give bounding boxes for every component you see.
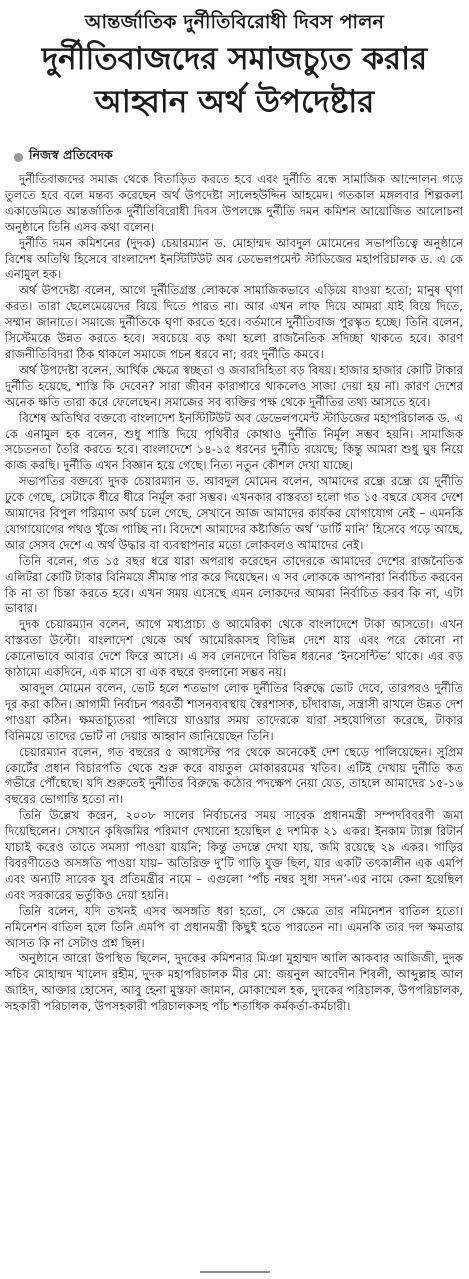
article-paragraph: সভাপতির বক্তব্যে দুদক চেয়ারম্যান ড. আবদুল মোমেন বলেন, আমাদের রন্ধ্রে রন্ধ্রে যে দুর্নীতি ঢুকে গেছে, সেটাকে ধীরে ধীরে নির্মূল করা সম্ভব। এখনকার বাস্তবতা হলো গত ১৫ বছরে যেসব দেশে আমাদের বিপুল পরিমাণ অর্থ চলে গেছে, সেখানে আজ আমাদের কার্যকর যোগাযোগ নেই – এমনকি যোগাযোগের পথও খুঁজে পাচ্ছি না। বিদেশে আমাদের কষ্টার্জিত অর্থ ‘ডার্টি মানি’ হিসেবে পড়ে আছে, আর সেসব দেশে এ অর্থ উদ্ধার বা ব্যবস্থাপনার মতো লোকবলও আমাদের নেই। xyxy=(5,474,463,552)
article-paragraph: অনুষ্ঠানে আরো উপস্থিত ছিলেন, দুদকের কমিশনার মিঞা মুহাম্মদ আলি আকবার আজিজী, দুদক সচিব মোহাম্মদ খালেদ রহীম, দুদক মহাপরিচালক মীর মো: জয়নুল আবেদীন শিবলী, আব্দুল্লাহ আল জাহিদ, আক্তার হোসেন, আবু হেনা মুস্তফা জামান, মোকাম্মেল হক, দুদকের পরিচালক, উপপরিচালক, সহকারী পরিচালক, উপসহকারী পরিচালকসহ পাঁচ শতাধিক কর্মকর্তা-কর্মচারী। xyxy=(5,951,463,1014)
article-paragraph: আবদুল মোমেন বলেন, ভোট হলে শতভাগ লোক দুর্নীতির বিরুদ্ধে ভোট দেবে, তারপরও দুর্নীতি দূর করা কঠিন। আগামী নির্বাচন পরবর্তী শাসনব্যবস্থায় স্বৈরশাসক, চাঁদাবাজ, সন্ত্রাসী রাখলে উন্নত দেশ পাওয়া কঠিন। ক্ষমতাচ্যুতরা পালিয়ে যাওয়ার সময় তাদেরকে যারা সহযোগিতা করেছে, টাকার বিনিময়ে তাদের ভোট না দেয়ার আহ্বান জানিয়েছেন তিনি। xyxy=(5,681,463,743)
article-paragraph: দুর্নীতি দমন কমিশনের (দুদক) চেয়ারম্যান ড. মোহাম্মদ আবদুল মোমেনের সভাপতিত্বে অনুষ্ঠানে বিশেষ অতিথি হিসেবে বাংলাদেশ ইনস্টিটিউট অব ডেভেলপমেন্ট স্টাডিজের মহাপরিচালক ড. এ কে এনামুল হক। xyxy=(5,235,463,282)
bullet-dot-icon xyxy=(14,153,23,162)
article-body xyxy=(5,172,463,1015)
article-paragraph: দুদক চেয়ারম্যান বলেন, আগে মধ্যপ্রাচ্য ও আমেরিকা থেকে বাংলাদেশে টাকা আসতো। এখন বাস্তবতা উল্টো। বাংলাদেশ থেকে অর্থ আমেরিকাসহ বিভিন্ন দেশে যায় এবং পরে কোনো না কোনোভাবে আবার দেশে ফিরে আসে। এ সব লেনদেনে বিভিন্ন ধরনের ‘ইনসেন্টিভ’ থাকে। এর বড় কাঠামো একদিনে, এক মাসে বা এক বছরে বদলানো সম্ভব নয়। xyxy=(5,617,463,680)
byline xyxy=(14,147,113,167)
headline-line-2: আহ্বান অর্থ উপদেষ্টার xyxy=(94,84,375,120)
headline-line-1: দুর্নীতিবাজদের সমাজচ্যুত করার xyxy=(41,41,428,77)
article-paragraph: অর্থ উপদেষ্টা বলেন, আগে দুর্নীতিগ্রস্ত লোককে সামাজিকভাবে এড়িয়ে যাওয়া হতো; মানুষ ঘৃণা করত। তারা ছেলেমেয়েদের বিয়ে দিতে পারত না। আর এখন লাফ দিয়ে আমরা যাই বিয়ে দিতে, সম্মান জানাতে। সমাজে দুর্নীতিকে ঘৃণা করতে হবে। বর্তমানে দুর্নীতিবাজ পুরস্কৃত হচ্ছে। তিনি বলেন, সিস্টেমকে উন্নত করতে হবে। সবচেয়ে বড় কথা হলো রাজনৈতিক সদিচ্ছা থাকতে হবে। কারণ রাজনীতিবিদরা ঠিক থাকলে সমাজে পচন ধরবে না; বরং দুর্নীতি কমবে। xyxy=(5,283,463,361)
article-paragraph: চেয়ারম্যান বলেন, গত বছরের ৫ আগস্টের পর থেকে অনেকেই দেশ ছেড়ে পালিয়েছেন। সুপ্রিম কোর্টের প্রধান বিচারপতি থেকে শুরু করে বায়তুল মোকাররমের খতিব। এটিই দেখায় দুর্নীতি কত গভীরে পৌঁছেছে। যদি শুরুতেই দুর্নীতির বিরুদ্ধে কঠোর পদক্ষেপ নেয়া যেত, তাহলে আমাদের ১৫-১৬ বছরের ভোগান্তি হতো না। xyxy=(5,744,463,807)
page-title xyxy=(0,38,469,124)
article-paragraph: তিনি বলেন, যদি তখনই এসব অসঙ্গতি ধরা হতো, সে ক্ষেত্রে তার নমিনেশন বাতিল হতো। নমিনেশন বাতিল হলে তিনি এমপি বা প্রধানমন্ত্রী কিছুই হতে পারতেন না। এমনকি তার দল ক্ষমতায় আসত কি না সেটাও প্রশ্ন ছিল। xyxy=(5,903,463,950)
bottom-divider xyxy=(200,1271,270,1273)
article-paragraph: অর্থ উপদেষ্টা বলেন, আর্থিক ক্ষেত্রে স্বচ্ছতা ও জবাবদিহিতা বড় বিষয়। হাজার হাজার কোটি টাকার দুর্নীতি হয়েছে, শাস্তি কি দেবেন? সারা জীবন কারাগারে থাকলেও সাজা দেয়া হয় না। কারণ দেশের অনেক ক্ষতি তারা করে ফেলেছেন। সমাজের সব ব্যক্তির পক্ষ থেকে দুর্নীতির তথ্য আসতে হবে। xyxy=(5,362,463,409)
article-paragraph: বিশেষ অতিথির বক্তব্যে বাংলাদেশ ইনস্টিটিউট অব ডেভেলপমেন্ট স্টাডিজের মহাপরিচালক ড. এ কে এনামুল হক বলেন, শুধু শাস্তি দিয়ে পৃথিবীর কোথাও দুর্নীতি নির্মূল সম্ভব হয়নি। সামাজিক সচেতনতা তৈরি করতে হবে। বাংলাদেশে ১৪-১৫ ধরনের দুর্নীতি রয়েছে; কিন্তু আমরা শুধু ঘুষ নিয়ে কাজ করছি। দুর্নীতি এখন বিজ্ঞান হয়ে গেছে। নিত্য নতুন কৌশল দেখা যাচ্ছে। xyxy=(5,410,463,473)
article-paragraph: তিনি উল্লেখ করেন, ২০০৮ সালের নির্বাচনের সময় সাবেক প্রধানমন্ত্রী সম্পদবিবরণী জমা দিয়েছিলেন। সেখানে কৃষিজমির পরিমাণ দেখানো হয়েছিল ৫ দশমিক ২১ একর। ইনকাম ট্যাক্স রিটার্ন যাচাই করেও তাতে সমস্যা পাওয়া যায়নি; কিন্তু তদন্তে দেখা যায়, জমি রয়েছে ২৯ একর। গাড়ির বিবরণীতেও অসঙ্গতি পাওয়া যায়– অতিরিক্ত দু’টি গাড়ি যুক্ত ছিল, যার একটি তৎকালীন এক এমপি এবং অন্যটি সাবেক যুব প্রতিমন্ত্রীর নামে – এগুলো ‘পাঁচ নম্বর সুধা সদন’-এর নামে কেনা হয়েছিল এবং সরকারের ভর্তুকিও দেয়া হয়নি। xyxy=(5,808,463,902)
byline-text: নিজস্ব প্রতিবেদক xyxy=(29,147,113,162)
kicker-headline: আন্তর্জাতিক দুর্নীতিবিরোধী দিবস পালন xyxy=(84,11,385,33)
article-paragraph: দুর্নীতিবাজদের সমাজ থেকে বিতাড়িত করতে হবে এবং দুর্নীতি বন্ধে সামাজিক আন্দোলন গড়ে তুলতে হবে বলে মন্তব্য করেছেন অর্থ উপদেষ্টা সালেহউদ্দিন আহমেদ। গতকাল মঙ্গলবার শিল্পকলা একাডেমিতে আন্তর্জাতিক দুর্নীতিবিরোধী দিবস উপলক্ষে দুর্নীতি দমন কমিশন আয়োজিত আলোচনা অনুষ্ঠানে তিনি এসব কথা বলেন। xyxy=(5,172,463,234)
article-paragraph: তিনি বলেন, গত ১৫ বছর ধরে যারা অপরাধ করেছেন তাদেরকে আমাদের দেশের রাজনৈতিক এলিটরা কোটি টাকার বিনিময়ে সীমান্ত পার করে দিয়েছেন। এ সব লোককে আপনারা নির্বাচিত করবেন কি না তা চিন্তা করতে হবে। এখন সময় এসেছে এমন লোকদের আমরা নির্বাচিত করব কি না, এটা ভাবার। xyxy=(5,553,463,616)
